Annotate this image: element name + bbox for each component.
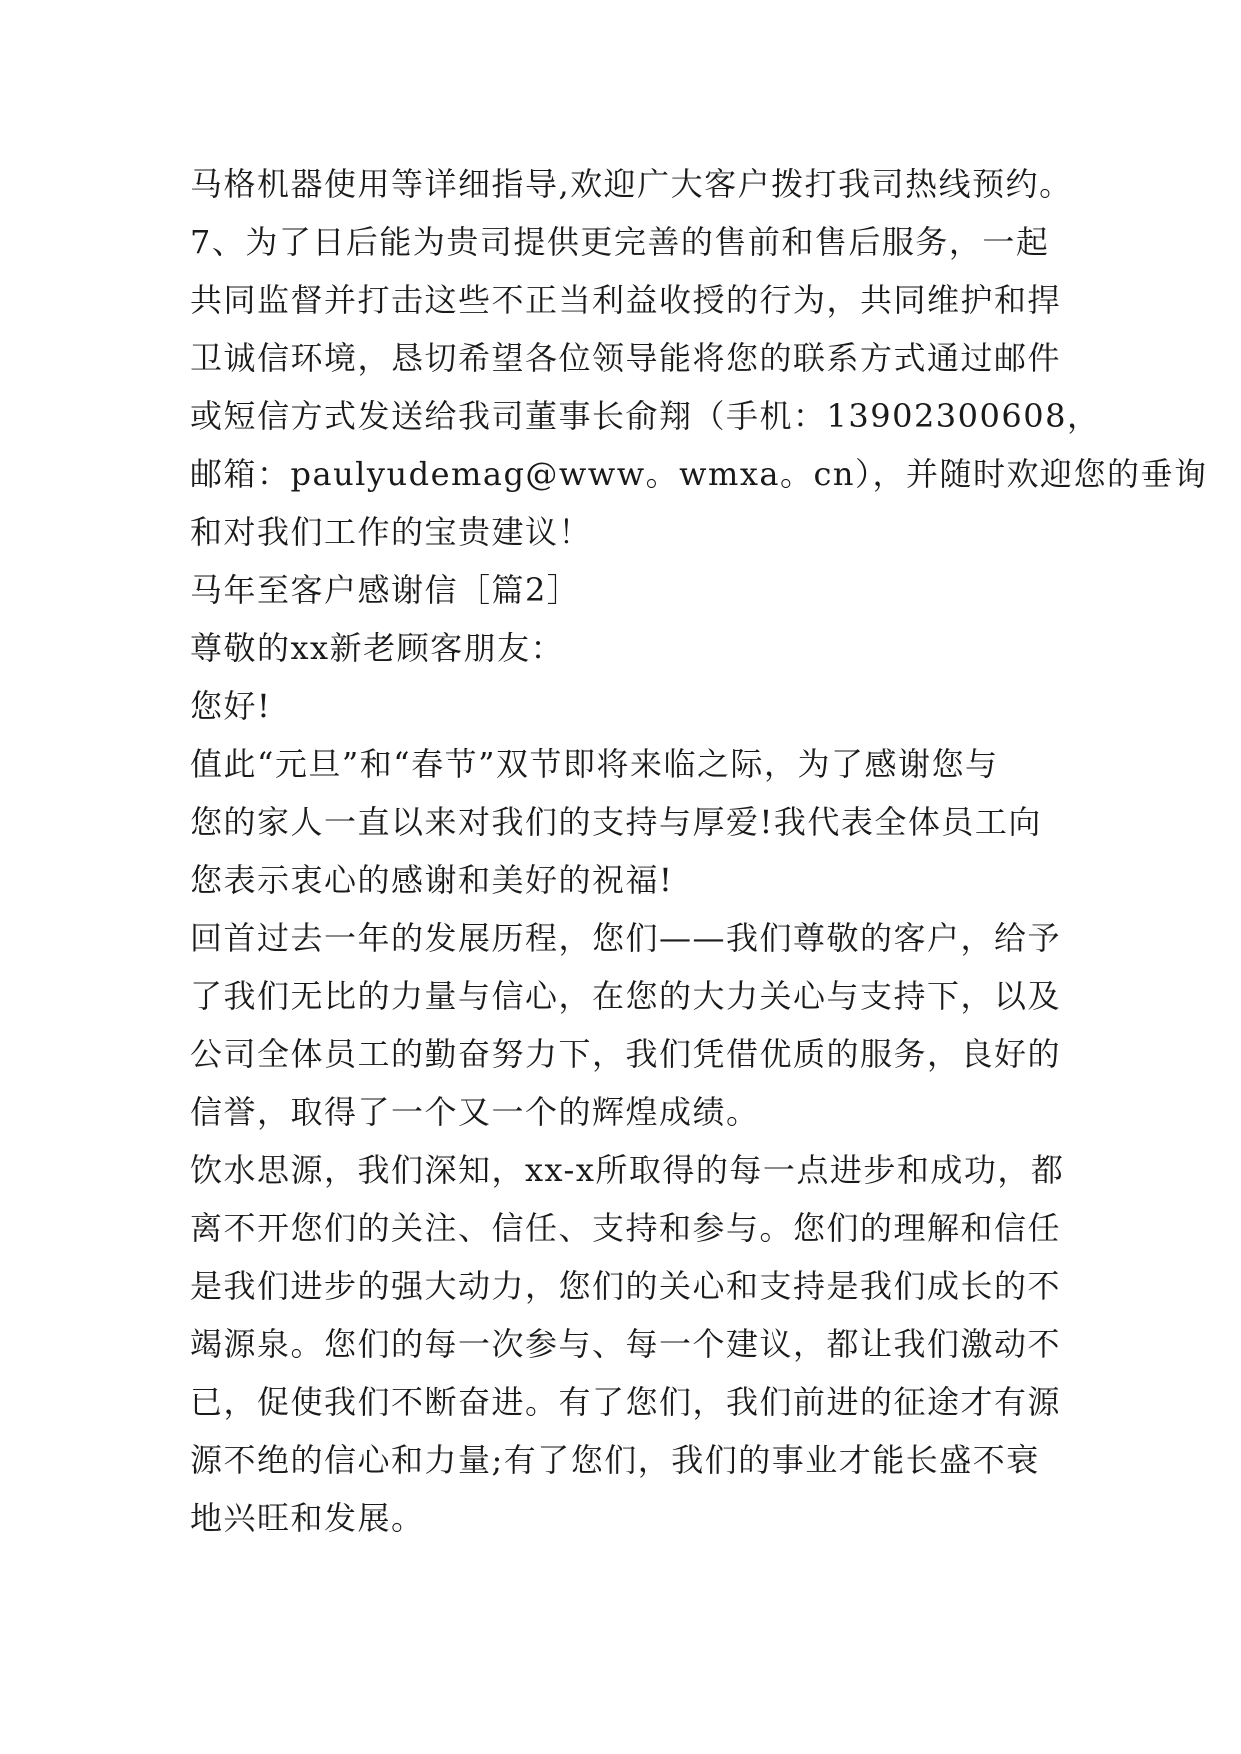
text-line: 已，促使我们不断奋进。有了您们，我们前进的征途才有源	[190, 1383, 1062, 1421]
text-line: 卫诚信环境，恳切希望各位领导能将您的联系方式通过邮件	[190, 339, 1062, 377]
text-line: 值此“元旦”和“春节”双节即将来临之际，为了感谢您与	[190, 745, 999, 783]
text-line: 是我们进步的强大动力，您们的关心和支持是我们成长的不	[190, 1267, 1062, 1305]
text-line: 信誉，取得了一个又一个的辉煌成绩。	[190, 1093, 760, 1131]
text-line: 竭源泉。您们的每一次参与、每一个建议，都让我们激动不	[190, 1325, 1062, 1363]
text-line: 饮水思源，我们深知，xx-x所取得的每一点进步和成功，都	[190, 1151, 1065, 1189]
text-line: 7、为了日后能为贵司提供更完善的售前和售后服务，一起	[190, 223, 1050, 261]
text-line: 公司全体员工的勤奋努力下，我们凭借优质的服务，良好的	[190, 1035, 1062, 1073]
document-body	[190, 155, 1208, 1547]
text-line: 和对我们工作的宝贵建议！	[190, 513, 593, 551]
text-line: 您表示衷心的感谢和美好的祝福!	[190, 861, 674, 899]
text-line: 您的家人一直以来对我们的支持与厚爱!我代表全体员工向	[190, 803, 1042, 841]
text-line: 离不开您们的关注、信任、支持和参与。您们的理解和信任	[190, 1209, 1062, 1247]
text-line: 了我们无比的力量与信心，在您的大力关心与支持下，以及	[190, 977, 1062, 1015]
text-line: 共同监督并打击这些不正当利益收授的行为，共同维护和捍	[190, 281, 1062, 319]
text-line: 马格机器使用等详细指导,欢迎广大客户拨打我司热线预约。	[190, 165, 1073, 203]
text-line: 邮箱：paulyudemag@www。wmxa。cn），并随时欢迎您的垂询	[190, 455, 1208, 493]
section-heading: 马年至客户感谢信［篇2］	[190, 571, 581, 609]
text-line: 回首过去一年的发展历程，您们——我们尊敬的客户，给予	[190, 919, 1062, 957]
text-line: 源不绝的信心和力量;有了您们，我们的事业才能长盛不衰	[190, 1441, 1040, 1479]
text-line: 或短信方式发送给我司董事长俞翔（手机：13902300608，	[190, 397, 1101, 435]
greeting: 您好!	[190, 687, 272, 725]
text-line: 地兴旺和发展。	[190, 1499, 425, 1537]
salutation: 尊敬的xx新老顾客朋友：	[190, 629, 565, 667]
